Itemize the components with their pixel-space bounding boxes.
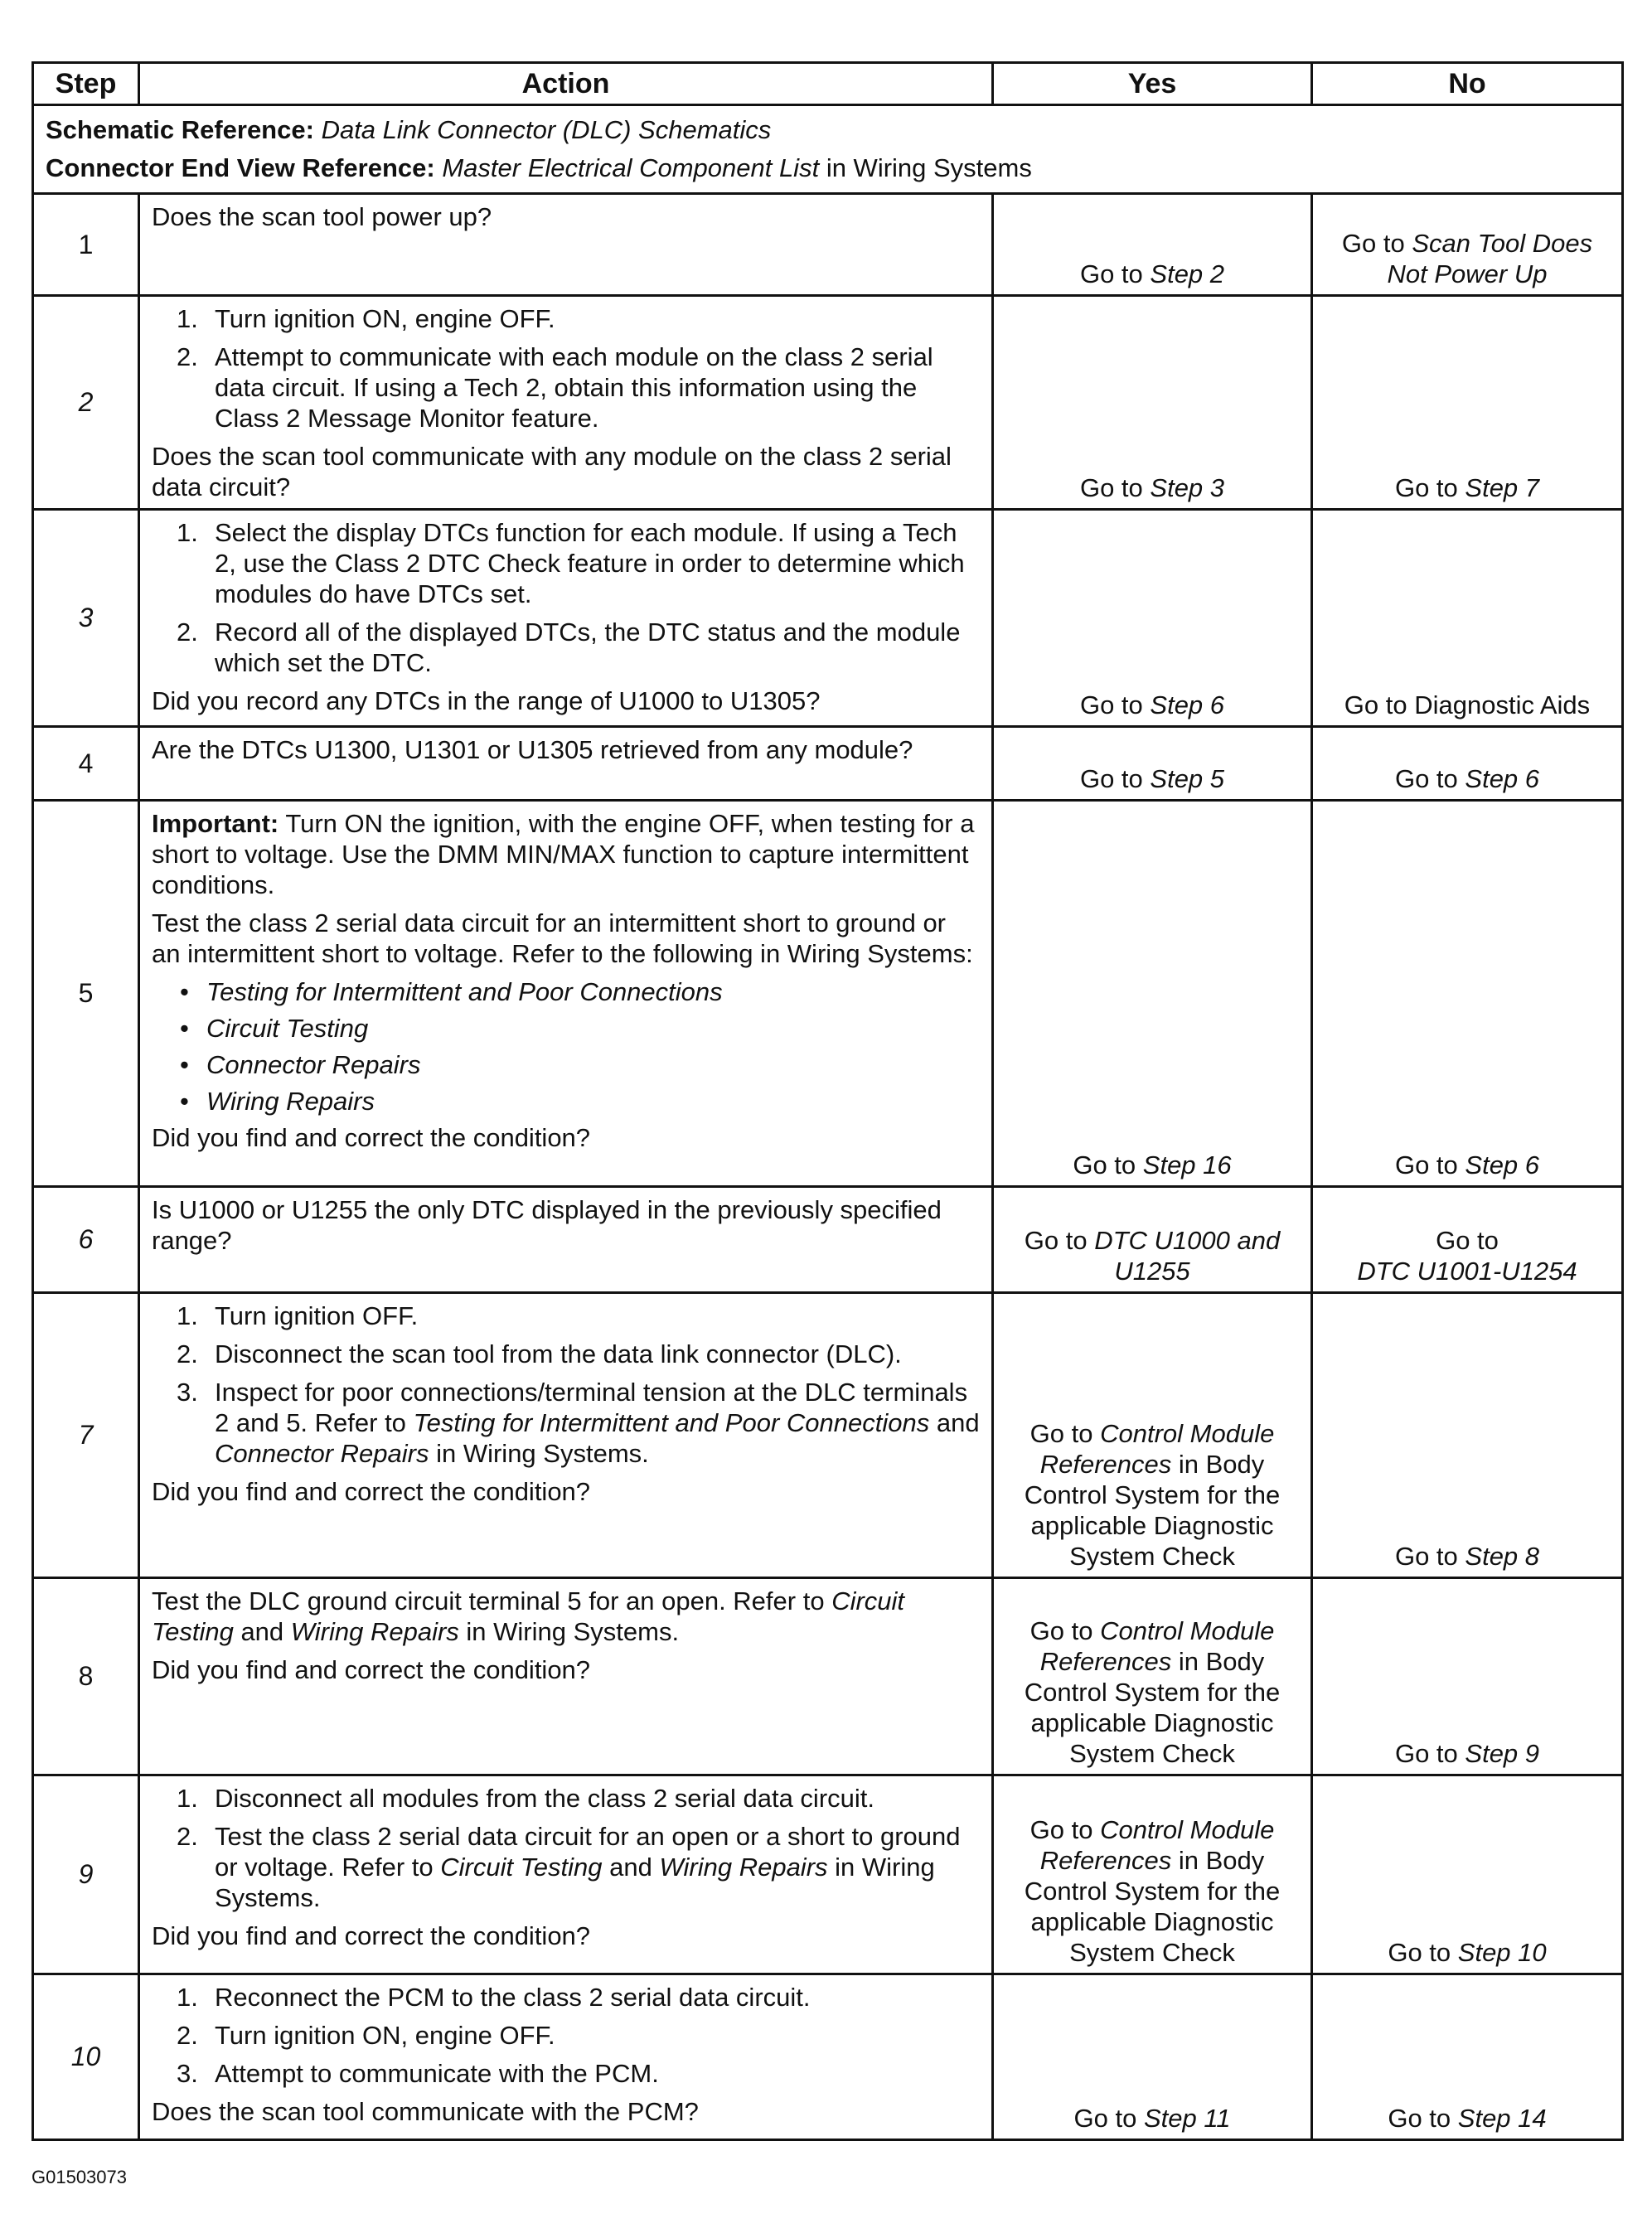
action-cell <box>139 510 993 727</box>
yes-link[interactable]: Step 5 <box>1150 764 1225 793</box>
yes-link[interactable]: DTC U1000 and U1255 <box>1094 1226 1281 1286</box>
yes-cell[interactable]: Go to Step 16 <box>993 801 1312 1187</box>
yes-link[interactable]: Step 16 <box>1142 1150 1232 1179</box>
question: Did you find and correct the condition? <box>152 1477 591 1506</box>
question: Does the scan tool communicate with any module on the class 2 serial data circuit? <box>152 442 952 501</box>
no-cell[interactable]: Go to Step 8 <box>1312 1293 1623 1578</box>
action-cell <box>139 1293 993 1578</box>
connector-reference-label: Connector End View Reference: <box>46 153 435 182</box>
list-item[interactable]: • Circuit Testing <box>180 1014 369 1043</box>
reference-row <box>33 105 1623 194</box>
list-item: 1. Select the display DTCs function for each module. If using a Tech 2, use the Class 2 DTC Check feature in order to determine which modules do have DTCs set. <box>177 518 965 608</box>
no-link[interactable]: Step 9 <box>1465 1739 1540 1768</box>
step-number: 10 <box>33 1974 139 2140</box>
no-link[interactable]: Scan Tool Does Not Power Up <box>1387 229 1593 288</box>
schematic-reference-label: Schematic Reference: <box>46 115 314 144</box>
yes-cell[interactable]: Go to Step 11 <box>993 1974 1312 2140</box>
header-yes: Yes <box>993 63 1312 105</box>
action-cell <box>139 801 993 1187</box>
yes-cell[interactable]: Go to Step 6 <box>993 510 1312 727</box>
header-action: Action <box>139 63 993 105</box>
yes-link[interactable]: Control Module References <box>1039 1815 1275 1875</box>
step-number: 7 <box>33 1293 139 1578</box>
header-step: Step <box>33 63 139 105</box>
table-row <box>33 1974 1623 2140</box>
connector-reference-suffix: in Wiring Systems <box>826 153 1032 182</box>
question: Does the scan tool communicate with the PCM? <box>152 2097 699 2126</box>
no-link[interactable]: DTC U1001-U1254 <box>1357 1257 1577 1286</box>
no-link[interactable]: Go to Diagnostic Aids <box>1344 690 1591 719</box>
table-row <box>33 727 1623 801</box>
step-number: 6 <box>33 1187 139 1293</box>
yes-link[interactable]: Step 11 <box>1143 2104 1231 2133</box>
yes-cell[interactable]: Go to Control Module References in Body Control System for the applicable Diagnostic System Check <box>993 1293 1312 1578</box>
list-item: 1. Reconnect the PCM to the class 2 serial data circuit. <box>177 1983 811 2012</box>
list-item: 3. Attempt to communicate with the PCM. <box>177 2059 659 2088</box>
action-steps <box>152 1982 980 2089</box>
list-item[interactable]: • Testing for Intermittent and Poor Connections <box>180 977 723 1006</box>
table-header-row <box>33 63 1623 105</box>
action-cell <box>139 1974 993 2140</box>
no-cell[interactable]: Go to Step 6 <box>1312 801 1623 1187</box>
yes-cell[interactable]: Go to Control Module References in Body Control System for the applicable Diagnostic System Check <box>993 1775 1312 1974</box>
no-cell[interactable]: Go to Step 14 <box>1312 1974 1623 2140</box>
action-steps <box>152 517 980 678</box>
question: Did you find and correct the condition? <box>152 1655 591 1684</box>
question: Did you find and correct the condition? <box>152 1921 591 1950</box>
action-cell <box>139 194 993 296</box>
no-link[interactable]: Step 8 <box>1465 1542 1540 1571</box>
yes-cell[interactable]: Go to Step 5 <box>993 727 1312 801</box>
header-no: No <box>1312 63 1623 105</box>
list-item: 1. Turn ignition ON, engine OFF. <box>177 304 555 333</box>
table-row <box>33 194 1623 296</box>
list-item: 2. Disconnect the scan tool from the data link connector (DLC). <box>177 1339 902 1368</box>
question: Did you record any DTCs in the range of U1000 to U1305? <box>152 686 821 715</box>
table-row <box>33 510 1623 727</box>
step-number: 4 <box>33 727 139 801</box>
yes-link[interactable]: Step 3 <box>1150 473 1225 502</box>
action-cell <box>139 727 993 801</box>
no-link[interactable]: Step 6 <box>1465 764 1540 793</box>
no-cell[interactable]: Go to Scan Tool Does Not Power Up <box>1312 194 1623 296</box>
no-cell[interactable]: Go to Step 6 <box>1312 727 1623 801</box>
question: Does the scan tool power up? <box>152 202 492 231</box>
yes-link[interactable]: Step 6 <box>1150 690 1225 719</box>
list-item[interactable]: • Connector Repairs <box>180 1050 421 1079</box>
step-number: 5 <box>33 801 139 1187</box>
test-instruction: Test the DLC ground circuit terminal 5 for an open. Refer to Circuit Testing and Wiring Repairs in Wiring Systems. <box>152 1586 905 1646</box>
figure-id: G01503073 <box>31 2167 127 2187</box>
table-row <box>33 1187 1623 1293</box>
action-steps <box>152 1783 980 1913</box>
important-note: Important: Turn ON the ignition, with the engine OFF, when testing for a short to voltage. Use the DMM MIN/MAX function to capture intermittent conditions. <box>152 809 975 899</box>
no-link[interactable]: Step 6 <box>1465 1150 1540 1179</box>
action-cell <box>139 296 993 510</box>
no-cell[interactable]: Go to Step 10 <box>1312 1775 1623 1974</box>
connector-reference <box>46 149 1610 187</box>
list-item[interactable]: • Wiring Repairs <box>180 1087 375 1116</box>
question: Is U1000 or U1255 the only DTC displayed in the previously specified range? <box>152 1195 942 1255</box>
schematic-reference <box>46 111 1610 149</box>
yes-cell[interactable]: Go to Control Module References in Body Control System for the applicable Diagnostic System Check <box>993 1578 1312 1775</box>
no-cell[interactable]: Go to Step 9 <box>1312 1578 1623 1775</box>
no-link[interactable]: Step 10 <box>1457 1938 1547 1967</box>
no-cell[interactable]: Go to Step 7 <box>1312 296 1623 510</box>
step-number: 3 <box>33 510 139 727</box>
reference-list <box>152 976 980 1116</box>
action-cell <box>139 1187 993 1293</box>
diagnostic-table <box>31 61 1624 2141</box>
list-item: 3. Inspect for poor connections/terminal tension at the DLC terminals 2 and 5. Refer to Testing for Intermittent and Poor Connections and Connector Repairs in Wiring Systems. <box>177 1378 980 1468</box>
yes-cell[interactable]: Go to DTC U1000 and U1255 <box>993 1187 1312 1293</box>
list-item: 2. Attempt to communicate with each module on the class 2 serial data circuit. If using a Tech 2, obtain this information using the Class 2 Message Monitor feature. <box>177 342 933 433</box>
step-number: 9 <box>33 1775 139 1974</box>
no-link[interactable]: Step 7 <box>1465 473 1540 502</box>
question: Did you find and correct the condition? <box>152 1123 591 1152</box>
yes-link[interactable]: Control Module References <box>1039 1616 1275 1676</box>
list-item: 1. Disconnect all modules from the class 2 serial data circuit. <box>177 1784 874 1813</box>
step-number: 1 <box>33 194 139 296</box>
action-cell <box>139 1775 993 1974</box>
list-item: 1. Turn ignition OFF. <box>177 1301 419 1330</box>
yes-cell[interactable]: Go to Step 3 <box>993 296 1312 510</box>
table-row <box>33 801 1623 1187</box>
table-row <box>33 1293 1623 1578</box>
no-cell[interactable] <box>1312 510 1623 727</box>
reference-cell <box>33 105 1623 194</box>
step-number: 8 <box>33 1578 139 1775</box>
action-cell <box>139 1578 993 1775</box>
list-item: 2. Record all of the displayed DTCs, the DTC status and the module which set the DTC. <box>177 618 961 677</box>
yes-cell[interactable]: Go to Step 2 <box>993 194 1312 296</box>
list-item: 2. Turn ignition ON, engine OFF. <box>177 2021 555 2050</box>
table-row <box>33 1578 1623 1775</box>
action-steps <box>152 303 980 434</box>
schematic-reference-link[interactable]: Data Link Connector (DLC) Schematics <box>321 115 772 144</box>
table-row <box>33 1775 1623 1974</box>
question: Are the DTCs U1300, U1301 or U1305 retrieved from any module? <box>152 735 913 764</box>
action-steps <box>152 1301 980 1469</box>
list-item: 2. Test the class 2 serial data circuit for an open or a short to ground or voltage. Refer to Circuit Testing and Wiring Repairs in Wiring Systems. <box>177 1822 961 1912</box>
no-link[interactable]: Step 14 <box>1457 2104 1547 2133</box>
yes-link[interactable]: Control Module References <box>1039 1419 1275 1479</box>
yes-link[interactable]: Step 2 <box>1150 259 1225 288</box>
test-instruction: Test the class 2 serial data circuit for an intermittent short to ground or an intermittent short to voltage. Refer to the following in Wiring Systems: <box>152 908 973 968</box>
table-row <box>33 296 1623 510</box>
no-cell[interactable]: Go to DTC U1001-U1254 <box>1312 1187 1623 1293</box>
connector-reference-link[interactable]: Master Electrical Component List <box>442 153 820 182</box>
step-number: 2 <box>33 296 139 510</box>
